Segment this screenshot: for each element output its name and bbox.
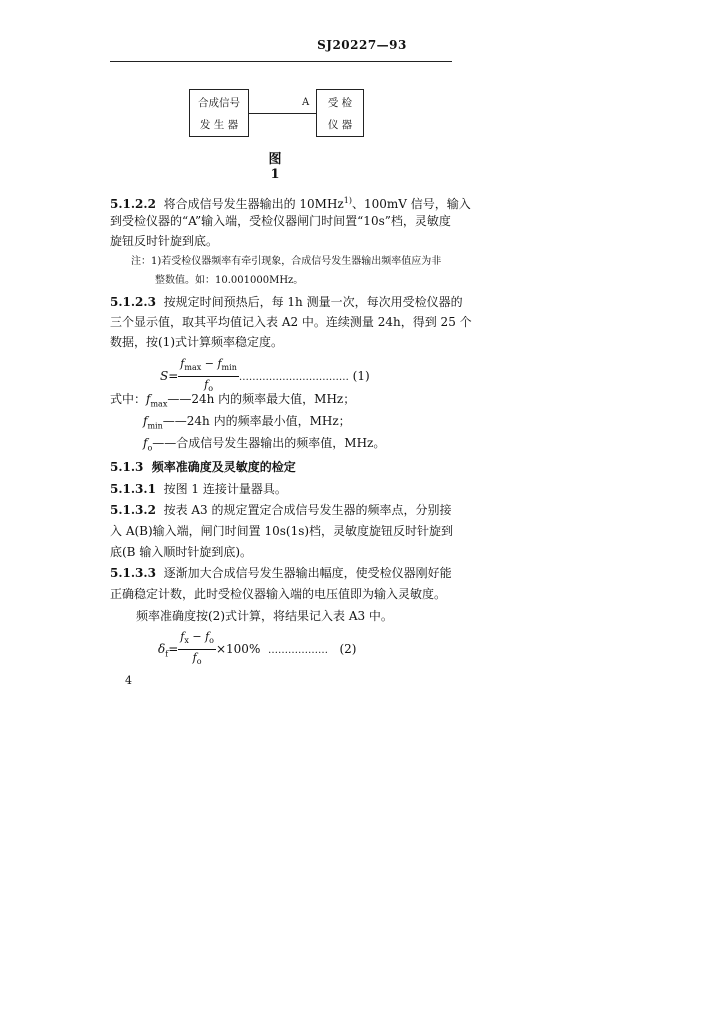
formula-symbol: f	[146, 392, 151, 406]
formula-symbol: f	[192, 651, 197, 665]
clause-5-1-3-3-line3: 频率准确度按(2)式计算，将结果记入表 A3 中。	[136, 609, 393, 623]
formula-symbol: f	[205, 630, 210, 643]
signal-generator-box	[189, 89, 249, 137]
formula-2	[158, 629, 356, 670]
formula-symbol: f	[143, 436, 148, 450]
where-description: ——24h 内的频率最大值，MHz；	[167, 392, 356, 406]
clause-number: 5.1.3.3	[110, 566, 156, 580]
device-under-test-label-line2: 仪 器	[327, 119, 353, 131]
formula-symbol: f	[204, 378, 209, 392]
minus-sign: −	[188, 630, 206, 643]
clause-number: 5.1.2.2	[110, 197, 156, 211]
clause-5-1-2-3-line1	[110, 294, 463, 310]
clause-number: 5.1.3	[110, 460, 144, 474]
formula-symbol: f	[217, 357, 222, 370]
formula-subscript: max	[184, 363, 202, 373]
clause-text: 按规定时间预热后，每 1h 测量一次，每次用受检仪器的	[163, 295, 463, 309]
formula-subscript: max	[150, 399, 168, 409]
note-line1: 注：1)若受检仪器频率有牵引现象，合成信号发生器输出频率值应为非	[131, 256, 442, 267]
where-prefix: 式中：	[110, 392, 147, 406]
clause-5-1-3-2-line3: 底(B 输入顺时针旋到底)。	[110, 545, 252, 559]
equals-sign: =	[168, 369, 179, 384]
formula-2-fraction	[178, 629, 216, 670]
signal-generator-label-line2: 发 生 器	[199, 119, 239, 131]
multiply-percent: ×100%	[215, 642, 261, 657]
where-fo	[143, 435, 385, 456]
formula-subscript: x	[184, 636, 189, 646]
clause-number: 5.1.2.3	[110, 295, 156, 309]
formula-symbol: f	[180, 630, 185, 643]
clause-number: 5.1.3.2	[110, 503, 156, 517]
formula-subscript: o	[209, 636, 214, 646]
signal-generator-label-line1: 合成信号	[198, 97, 240, 109]
connection-line	[249, 113, 316, 114]
formula-subscript: o	[208, 384, 214, 394]
formula-symbol: δ	[158, 642, 166, 657]
formula-symbol: f	[143, 414, 148, 428]
clause-5-1-3-1	[110, 481, 287, 497]
device-under-test-label-line1: 受 检	[327, 97, 353, 109]
formula-symbol: S	[160, 369, 169, 384]
where-description: ——合成信号发生器输出的频率值，MHz。	[152, 436, 386, 450]
minus-sign: −	[201, 357, 218, 370]
formula-symbol: f	[180, 357, 185, 370]
header-rule	[110, 61, 452, 62]
equation-number: (1)	[352, 369, 370, 384]
clause-5-1-3-2-line2: 入 A(B)输入端，闸门时间置 10s(1s)档，灵敏度旋钮反时针旋到	[110, 524, 454, 538]
equation-number: (2)	[339, 642, 357, 657]
leader-dots: ………………	[268, 645, 328, 657]
clause-text: 按图 1 连接计量器具。	[163, 482, 287, 496]
clause-5-1-2-2-line1	[110, 193, 471, 212]
clause-5-1-2-3-line3: 数据，按(1)式计算频率稳定度。	[110, 335, 283, 349]
formula-subscript: f	[165, 649, 169, 659]
formula-subscript: o	[196, 657, 202, 667]
where-description: ——24h 内的频率最小值，MHz；	[162, 414, 351, 428]
clause-5-1-2-2-line3: 旋钮反时针旋到底。	[110, 234, 219, 248]
figure-caption: 图 1	[268, 152, 296, 182]
formula-subscript: min	[221, 363, 237, 373]
where-fmin	[143, 413, 351, 434]
device-under-test-box	[316, 89, 364, 137]
clause-5-1-3-3-line2: 正确稳定计数，此时受检仪器输入端的电压值即为输入灵敏度。	[110, 587, 447, 601]
leader-dots: ……………………………	[238, 372, 349, 384]
clause-number: 5.1.3.1	[110, 482, 156, 496]
clause-5-1-3-3-line1	[110, 565, 452, 581]
port-a-label: A	[302, 97, 310, 108]
formula-subscript: o	[147, 443, 153, 453]
clause-text: 按表 A3 的规定置定合成信号发生器的频率点，分别接	[163, 503, 452, 517]
standard-number: SJ20227—93	[317, 38, 407, 52]
clause-5-1-2-2-line2: 到受检仪器的“A”输入端，受检仪器闸门时间置“10s”档，灵敏度	[110, 214, 451, 228]
clause-5-1-3-2-line1	[110, 502, 452, 518]
formula-subscript: min	[147, 421, 163, 431]
section-5-1-3-heading	[110, 459, 296, 475]
page-number: 4	[125, 674, 132, 687]
footnote-ref: 1)	[343, 196, 352, 205]
clause-text: 、100mV 信号，输入	[351, 197, 471, 211]
equals-sign: =	[168, 642, 179, 657]
note-line2: 整数值。如：10.001000MHz。	[155, 275, 304, 286]
where-fmax	[110, 391, 355, 412]
clause-text: 将合成信号发生器输出的 10MHz	[163, 197, 344, 211]
clause-5-1-2-3-line2: 三个显示值，取其平均值记入表 A2 中。连续测量 24h，得到 25 个	[110, 315, 472, 329]
section-title: 频率准确度及灵敏度的检定	[151, 460, 296, 474]
clause-text: 逐渐加大合成信号发生器输出幅度，使受检仪器刚好能	[163, 566, 452, 580]
